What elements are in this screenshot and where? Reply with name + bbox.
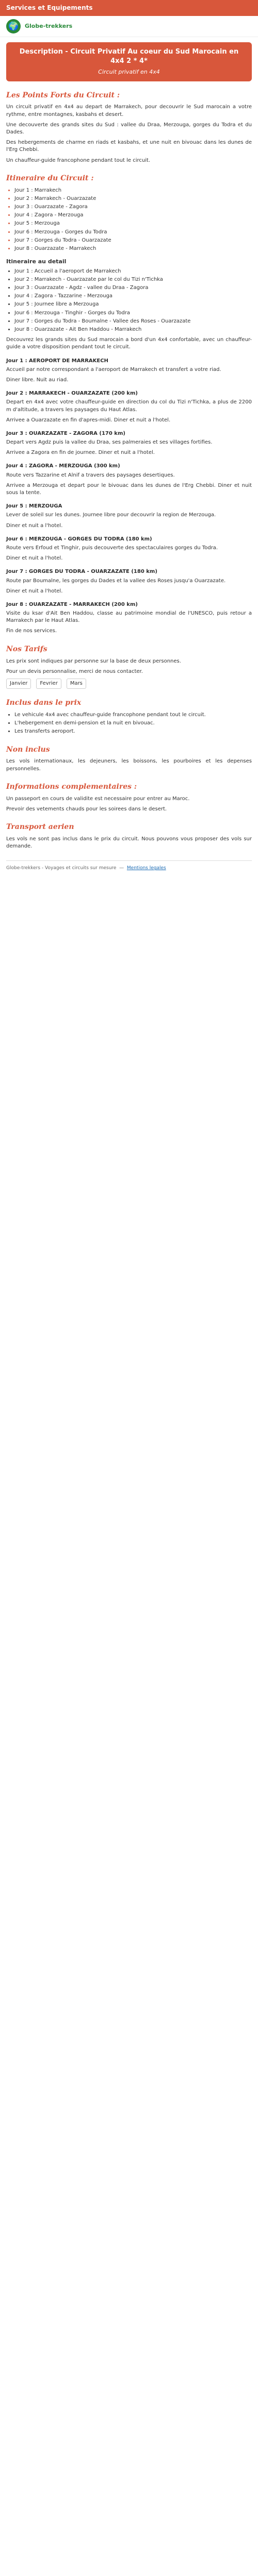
detail-item: • Jour 8 : Ouarzazate - Ait Ben Haddou - Marrakech xyxy=(14,326,252,333)
detail-item: • Jour 5 : Journee libre a Merzouga xyxy=(14,301,252,308)
section-title-transport: Transport aerien xyxy=(6,823,74,832)
day-text: Depart vers Agdz puis la vallee du Draa, ses palmeraies et ses villages fortifies. xyxy=(6,439,213,446)
detail-title: Itineraire au detail xyxy=(6,258,67,265)
day-text: Diner libre. Nuit au riad. xyxy=(6,377,69,383)
day-text: Lever de soleil sur les dunes. Journee libre pour decouvrir la region de Merzouga. xyxy=(6,512,216,518)
transport-text: Les vols ne sont pas inclus dans le prix du circuit. Nous pouvons vous proposer des vols sur demande. xyxy=(6,836,252,850)
page-subtitle: Circuit privatif en 4x4 xyxy=(98,68,160,75)
not-included-text: Les vols internationaux, les dejeuners, les boissons, les pourboires et les depenses personnelles. xyxy=(6,758,252,772)
day-text: Accueil par notre correspondant a l'aeroport de Marrakech et transfert a votre riad. xyxy=(6,366,221,372)
section-title-itinerary: Itineraire du Circuit : xyxy=(6,174,94,182)
detail-item: • Jour 6 : Merzouga - Tinghir - Gorges du Todra xyxy=(14,310,252,317)
day-block xyxy=(6,568,252,595)
itinerary-item: • Jour 4 : Zagora - Merzouga xyxy=(14,212,252,219)
brand-header xyxy=(0,16,258,37)
info-text: Prevoir des vetements chauds pour les soirees dans le desert. xyxy=(6,806,167,812)
itinerary-item: • Jour 6 : Merzouga - Gorges du Todra xyxy=(14,229,252,236)
section-title-info: Informations complementaires : xyxy=(6,782,137,791)
day-text: Route vers Tazzarine et Alnif a travers des paysages desertiques. xyxy=(6,472,175,478)
day-block xyxy=(6,358,252,384)
itinerary-list xyxy=(14,187,252,253)
detail-list xyxy=(14,268,252,334)
day-text: Diner et nuit a l'hotel. xyxy=(6,588,63,594)
day-text: Route vers Erfoud et Tinghir, puis decouverte des spectaculaires gorges du Todra. xyxy=(6,545,218,551)
itinerary-item: • Jour 3 : Ouarzazate - Zagora xyxy=(14,204,252,211)
day-text: Diner et nuit a l'hotel. xyxy=(6,555,63,562)
included-item: • Les transferts aeroport. xyxy=(14,728,252,735)
top-bar-label: Services et Equipements xyxy=(6,4,93,11)
prices-text: Pour un devis personnalise, merci de nous contacter. xyxy=(6,668,143,674)
date-chip[interactable]: Fevrier xyxy=(36,679,61,689)
day-text: Visite du ksar d'Ait Ben Haddou, classe au patrimoine mondial de l'UNESCO, puis retour a Marrakech par le Haut Atlas. xyxy=(6,611,252,624)
day-block xyxy=(6,601,252,635)
day-text: Arrivee a Ouarzazate en fin d'apres-midi. Diner et nuit a l'hotel. xyxy=(6,417,171,423)
itinerary-item: • Jour 1 : Marrakech xyxy=(14,187,252,194)
included-item: • Le vehicule 4x4 avec chauffeur-guide francophone pendant tout le circuit. xyxy=(14,711,252,719)
day-block xyxy=(6,463,252,497)
itinerary-item: • Jour 8 : Ouarzazate - Marrakech xyxy=(14,245,252,252)
top-bar xyxy=(0,0,258,16)
day-text: Arrivee a Zagora en fin de journee. Diner et nuit a l'hotel. xyxy=(6,450,155,456)
included-item: • L'hebergement en demi-pension et la nuit en bivouac. xyxy=(14,720,252,727)
highlights-paragraph: Un circuit privatif en 4x4 au depart de Marrakech, pour decouvrir le Sud marocain a votre rythme, entre montagnes, kasbahs et desert. xyxy=(6,104,252,117)
highlights-paragraph: Des hebergements de charme en riads et kasbahs, et une nuit en bivouac dans les dunes de l'Erg Chebbi. xyxy=(6,140,252,153)
page-title: Description - Circuit Privatif Au coeur du Sud Marocain en 4x4 2 * 4* xyxy=(19,48,239,65)
dates-row xyxy=(6,679,252,689)
day-title: Jour 5 : MERZOUGA xyxy=(6,503,62,510)
day-title: Jour 8 : OUARZAZATE - MARRAKECH (200 km) xyxy=(6,601,138,607)
itinerary-item: • Jour 5 : Merzouga xyxy=(14,220,252,227)
day-text: Depart en 4x4 avec votre chauffeur-guide en direction du col du Tizi n'Tichka, a plus de 2200 m d'altitude, a travers les paysages du Haut Atlas. xyxy=(6,399,252,413)
day-title: Jour 2 : MARRAKECH - OUARZAZATE (200 km) xyxy=(6,391,138,397)
title-banner xyxy=(6,42,252,81)
section-title-highlights: Les Points Forts du Circuit : xyxy=(6,91,120,99)
day-title: Jour 3 : OUARZAZATE - ZAGORA (170 km) xyxy=(6,430,125,436)
detail-item: • Jour 7 : Gorges du Todra - Boumalne - Vallee des Roses - Ouarzazate xyxy=(14,318,252,325)
day-block xyxy=(6,503,252,530)
detail-item: • Jour 3 : Ouarzazate - Agdz - vallee du Draa - Zagora xyxy=(14,284,252,292)
section-title-prices: Nos Tarifs xyxy=(6,645,47,653)
page xyxy=(0,0,258,878)
day-title: Jour 1 : AEROPORT DE MARRAKECH xyxy=(6,358,108,364)
day-text: Arrivee a Merzouga et depart pour le bivouac dans les dunes de l'Erg Chebbi. Diner et nuit sous la tente. xyxy=(6,482,252,496)
brand-name: Globe-trekkers xyxy=(25,23,73,30)
prices-text: Les prix sont indiques par personne sur la base de deux personnes. xyxy=(6,658,181,664)
day-block xyxy=(6,536,252,563)
footer-text: Globe-trekkers - Voyages et circuits sur mesure xyxy=(6,866,117,871)
highlights-paragraph: Un chauffeur-guide francophone pendant tout le circuit. xyxy=(6,157,151,163)
itinerary-item: • Jour 2 : Marrakech - Ouarzazate xyxy=(14,195,252,202)
detail-item: • Jour 1 : Accueil a l'aeroport de Marrakech xyxy=(14,268,252,275)
day-text: Fin de nos services. xyxy=(6,628,57,634)
legal-link[interactable]: Mentions legales xyxy=(126,866,166,871)
day-text: Diner et nuit a l'hotel. xyxy=(6,522,63,529)
section-title-included: Inclus dans le prix xyxy=(6,699,82,707)
info-text: Un passeport en cours de validite est necessaire pour entrer au Maroc. xyxy=(6,795,190,802)
included-list xyxy=(14,711,252,736)
detail-intro: Decouvrez les grands sites du Sud marocain a bord d'un 4x4 confortable, avec un chauffeur-guide a votre disposition pendant tout le circuit. xyxy=(6,337,252,350)
footer: Globe-trekkers - Voyages et circuits sur mesure — Mentions legales xyxy=(6,860,252,872)
day-title: Jour 7 : GORGES DU TODRA - OUARZAZATE (180 km) xyxy=(6,569,157,575)
date-chip[interactable]: Janvier xyxy=(6,679,31,689)
detail-item: • Jour 2 : Marrakech - Ouarzazate par le col du Tizi n'Tichka xyxy=(14,276,252,283)
day-block xyxy=(6,430,252,457)
content xyxy=(0,91,258,878)
day-title: Jour 6 : MERZOUGA - GORGES DU TODRA (180 km) xyxy=(6,536,152,542)
highlights-paragraph: Une decouverte des grands sites du Sud : vallee du Draa, Merzouga, gorges du Todra et du Dades. xyxy=(6,122,252,135)
section-title-not-included: Non inclus xyxy=(6,745,50,754)
itinerary-item: • Jour 7 : Gorges du Todra - Ouarzazate xyxy=(14,237,252,244)
day-block xyxy=(6,390,252,424)
detail-item: • Jour 4 : Zagora - Tazzarine - Merzouga xyxy=(14,293,252,300)
globe-icon: 🌍 xyxy=(6,19,21,33)
day-text: Route par Boumalne, les gorges du Dades et la vallee des Roses jusqu'a Ouarzazate. xyxy=(6,578,226,584)
date-chip[interactable]: Mars xyxy=(67,679,86,689)
day-title: Jour 4 : ZAGORA - MERZOUGA (300 km) xyxy=(6,463,120,469)
